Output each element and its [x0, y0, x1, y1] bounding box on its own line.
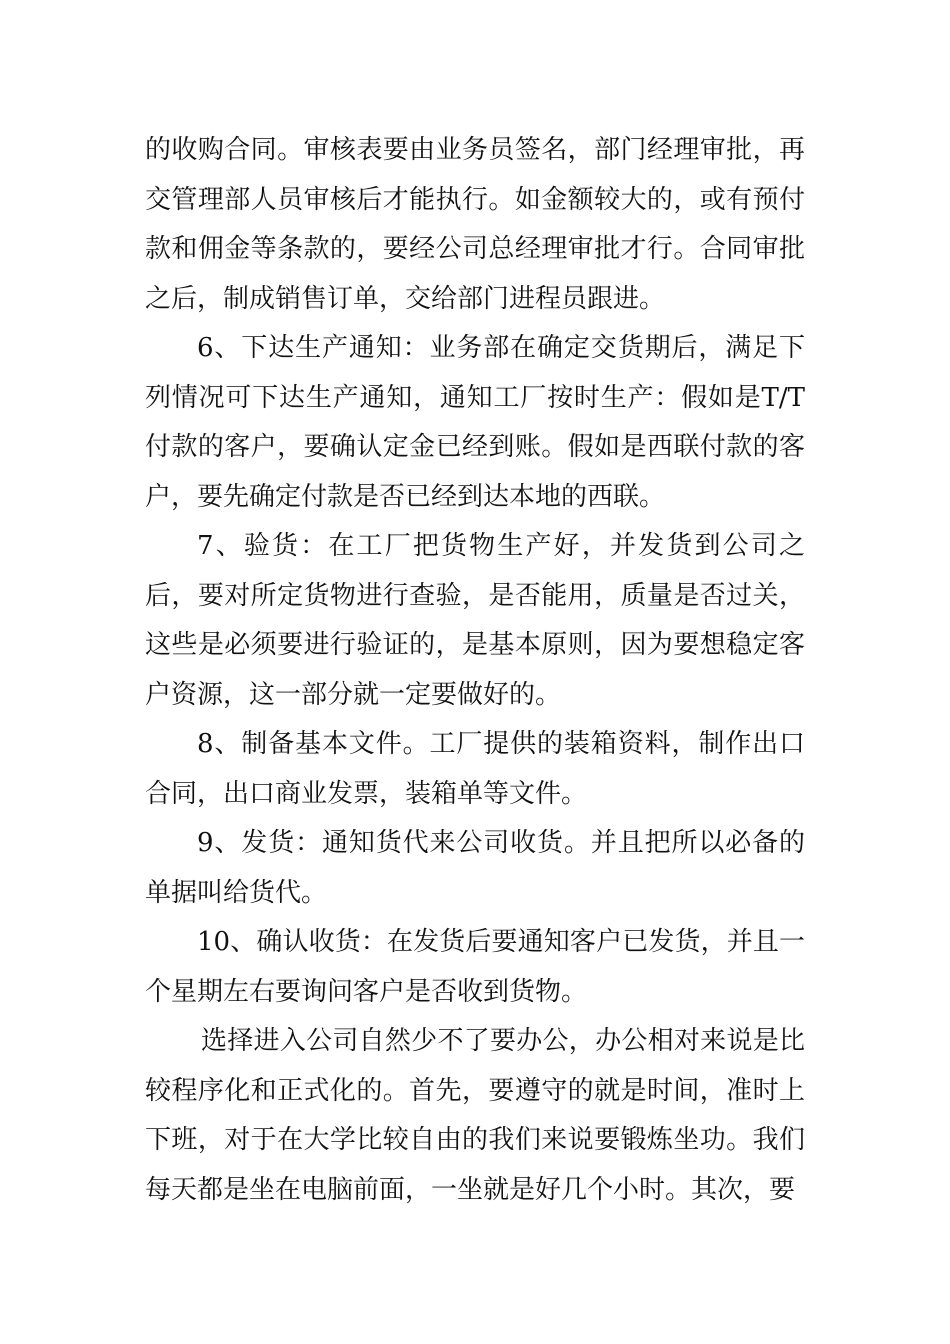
paragraph-office-work: 选择进入公司自然少不了要办公，办公相对来说是比较程序化和正式化的。首先，要遵守的就是时间，准时上下班，对于在大学比较自由的我们来说要锻炼坐功。我们每天都是坐在电脑前面，一坐就是好几个小时。其次，要 [145, 1026, 805, 1205]
paragraph-step-10: 10、确认收货：在发货后要通知客户已发货，并且一个星期左右要询问客户是否收到货物。 [145, 927, 805, 1007]
paragraph-contract-continuation: 的收购合同。审核表要由业务员签名，部门经理审批，再交管理部人员审核后才能执行。如金额较大的，或有预付款和佣金等条款的，要经公司总经理审批才行。合同审批之后，制成销售订单，交给部门进程员跟进。 [145, 135, 805, 314]
paragraph-step-6: 6、下达生产通知：业务部在确定交货期后，满足下列情况可下达生产通知，通知工厂按时生产：假如是T/T付款的客户，要确认定金已经到账。假如是西联付款的客户，要先确定付款是否已经到达本地的西联。 [145, 333, 805, 512]
paragraph-step-8: 8、制备基本文件。工厂提供的装箱资料，制作出口合同，出口商业发票，装箱单等文件。 [145, 729, 805, 809]
paragraph-step-9: 9、发货：通知货代来公司收货。并且把所以必备的单据叫给货代。 [145, 828, 805, 908]
paragraph-step-7: 7、验货：在工厂把货物生产好，并发货到公司之后，要对所定货物进行查验，是否能用，质量是否过关，这些是必须要进行验证的，是基本原则，因为要想稳定客户资源，这一部分就一定要做好的。 [145, 531, 805, 710]
document-body [145, 126, 805, 1215]
